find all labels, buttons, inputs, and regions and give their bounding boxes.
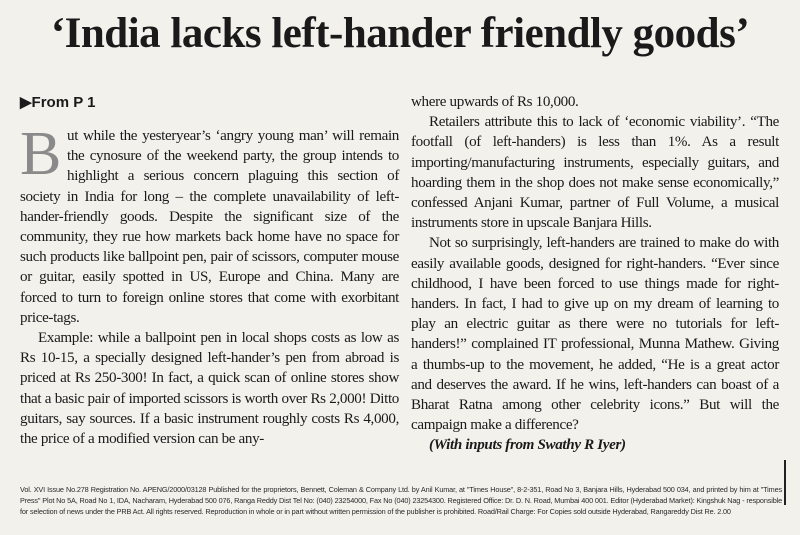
article-column-1 [20,120,399,449]
paragraph-text: ut while the yesteryear’s ‘angry young man’ will remain the cynosure of the weekend party, the group intends to highlight a serious concern plaguing this section of society in India for long – the complete unavailability of left-hander-friendly goods. Despite the significant size of the community, they rue how markets back home have no space for such products like ballpoint pen, pair of scissors, computer mouse or guitar, easily spotted in US, Europe and China. Many are forced to turn to foreign online stores that come with exorbitant price-tags. [20,128,399,326]
article-paragraph [20,120,399,328]
drop-cap: B [20,120,62,188]
continued-from-label: ▶From P 1 [20,94,96,111]
column-rule [784,460,786,505]
article-paragraph: Not so surprisingly, left-handers are trained to make do with easily available goods, designed for right-handers. “Ever since childhood, I have been forced to use things made for right-handers. In fact, I had to give up on my dream of learning to play an electric guitar as there were no tutorials for left-handers!” complained IT professional, Munna Mathew. Giving a thumbs-up to the movement, he added, “He is a great actor and deserves the award. If he wins, left-handers can boast of a Bharat Ratna among other celebrity icons.” But will the campaign make a difference? [411,235,779,434]
article-paragraph: Example: while a ballpoint pen in local shops costs as low as Rs 10-15, a specially designed left-hander’s pen from abroad is priced at Rs 250-300! In fact, a quick scan of online stores show that a basic pair of imported scissors is worth over Rs 2,000! Ditto guitars, say sources. If a basic instrument roughly costs Rs 4,000, the price of a modified version can be any- [20,330,399,448]
imprint-footer: Vol. XVI Issue No.278 Registration No. APENG/2000/03128 Published for the proprietors, Bennett, Coleman & Company Ltd. by Anil Kumar, at "Times House", 8-2-351, Road No 3, Banjara Hills, Hyderabad 500 034, and printed by him at "Times Press" Plot No 5A, Road No 1, IDA, Nacharam, Hyderabad 500 076, Ranga Reddy Dist Tel No: (040) 23254000, Fax No (040) 23254300. Registered Office: Dr. D. N. Road, Mumbai 400 001. Editor (Hyderabad Market): Kingshuk Nag - responsible for selection of news under the PRB Act. All rights reserved. Reproduction in whole or in part without written permission of the publisher is prohibited. Road/Rail Charge: For Copies sold outside Hyderabad, Rangareddy Dist Re. 2.00 [20,485,782,516]
article-paragraph: Retailers attribute this to lack of ‘economic viability’. “The footfall (of left-handers) is less than 1%. As a result importing/manufacturing instruments, especially guitars, and hoarding them in the shop does not make sense economically,” confessed Anjani Kumar, partner of Full Volume, a musical instruments store in upscale Banjara Hills. [411,114,779,232]
headline: ‘India lacks left-hander friendly goods’ [50,10,750,57]
article-column-2 [411,92,779,456]
article-paragraph: where upwards of Rs 10,000. [411,94,579,110]
byline-credit: (With inputs from Swathy R Iyer) [429,437,626,454]
